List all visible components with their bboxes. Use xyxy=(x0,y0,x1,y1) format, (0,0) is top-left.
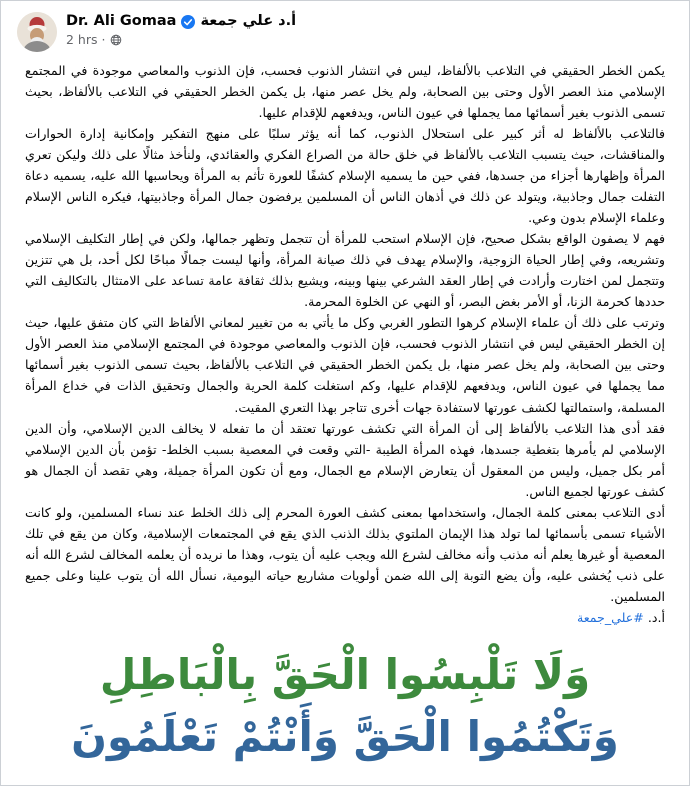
profile-avatar[interactable] xyxy=(17,12,57,52)
signature-prefix: أ.د. xyxy=(643,609,665,625)
calligraphy-line-2: وَتَكْتُمُوا الْحَقَّ وَأَنْتُمْ تَعْلَمُونَ xyxy=(71,712,619,762)
hashtag-link[interactable]: #علي_جمعة xyxy=(576,609,644,625)
post-timestamp[interactable]: 2 hrs xyxy=(66,32,98,47)
profile-photo xyxy=(17,12,57,52)
post-meta-row xyxy=(66,32,296,47)
post-paragraph: أدى التلاعب بمعنى كلمة الجمال، واستخدامها بمعنى كشف العورة المحرم إلى ذلك الخلط عند نساء المسلمين، ولو كانت الأشياء تسمى بأسمائها لما تولد هذا الإيمان الملتوي بذلك الذنب الذي يقع في المجتمعات الإسلامية، وكان من يقع في تلك المعصية أو غيرها يعلم أنه مذنب وأنه مخالف لشرع الله ويجب عليه أن يتوب، وهذا ما نريده أن يعلمه المخالف لشرع الله أنه على ذنب يُخشى عليه، وأن يضع التوبة إلى الله ضمن أولويات مشاريع حياته اليومية، نسأل الله أن يتوب علينا وعلى جميع المسلمين. xyxy=(25,504,665,604)
meta-separator: · xyxy=(101,32,106,47)
header-text xyxy=(66,12,296,47)
badge-circle xyxy=(181,15,195,29)
post-text xyxy=(1,55,689,628)
page-name-row xyxy=(66,13,296,29)
post-paragraph: يكمن الخطر الحقيقي في التلاعب بالألفاظ، ليس في انتشار الذنوب فحسب، فإن الذنوب والمعاصي موجودة في المجتمع الإسلامي منذ العصر الأول وحتى بين الصحابة، ولم يخل عصر منها، بل يكمن الخطر الحقيقي في التلاعب بالألفاظ، بحيث تسمى الذنوب بغير أسمائها مما يجملها في عيون الناس، ويدفعهم للإقدام عليها. xyxy=(25,63,665,121)
calligraphy-line-1: وَلَا تَلْبِسُوا الْحَقَّ بِالْبَاطِلِ xyxy=(99,650,591,700)
post-header xyxy=(1,1,689,55)
public-globe-icon xyxy=(110,34,122,46)
verified-badge-icon xyxy=(181,14,195,28)
page-name-arabic[interactable]: أ.د علي جمعة xyxy=(200,13,297,29)
post-signature xyxy=(25,607,665,628)
post-paragraph: فقد أدى هذا التلاعب بالألفاظ إلى أن المرأة التي تكشف عورتها تعتقد أن ما تفعله لا يخالف الدين الإسلامي، وأن الدين الإسلامي لم يأمرها بتغطية جسدها، فهذه المرأة الطيبة -التي وقعت في المعصية بسبب الخلط- تؤمن بأن الدين الإسلامي أمر بكل جميل، وليس من المعقول أن يتعارض الإسلام مع الجمال، ومع أن تكون المرأة جميلة، وهي تقصد أن الجمال هو كشف عورتها لجميع الناس. xyxy=(25,420,665,499)
post-paragraph: فالتلاعب بالألفاظ له أثر كبير على استحلال الذنوب، كما أنه يؤثر سلبًا على منهج التفكير وإمكانية إدارة الحوارات والمناقشات، حيث يتسبب التلاعب بالألفاظ في خلق حالة من الصراع الفكري والعقائدي، ولنأخذ مثالًا على ذلك وليكن تعري المرأة وإظهارها أجزاء من جسدها، ففي حين ما يسميه الإسلام كشفًا للعورة تأثم به المرأة ويحاسبها الله عليه، يسميه دعاة التفلت جمال وجاذبية، ويتولد عن ذلك في أذهان الناس أن المسلمين يرفضون جمال المرأة وجاذبيتها، فيكره الناس الإسلام وعلماء الإسلام بدون وعي. xyxy=(25,126,665,226)
post-attachment-image[interactable] xyxy=(1,628,689,785)
post-paragraph: وترتب على ذلك أن علماء الإسلام كرهوا التطور الغربي وكل ما يأتي به من تغيير لمعاني الألفاظ التي كان متفق عليها، حيث إن الخطر الحقيقي ليس في انتشار الذنوب فحسب، فإن الذنوب والمعاصي موجودة في المجتمع الإسلامي منذ العصر الأول وحتى بين الصحابة، ولم يخل عصر منها، بل يكمن الخطر الحقيقي في التلاعب بالألفاظ، بحيث تسمى الذنوب بغير أسمائها مما يجملها في عيون الناس، ويدفعهم للإقدام عليها، وكم استغلت كلمة الحرية والجمال وتحقيق الذات في خداع المرأة المسلمة، واستمالتها لكشف عورتها لاستفادة جهات أخرى تتاجر بهذا التعري المقيت. xyxy=(25,315,665,415)
post-paragraph: فهم لا يصفون الواقع بشكل صحيح، فإن الإسلام استحب للمرأة أن تتجمل وتظهر جمالها، ولكن في إطار التكليف الإسلامي وتشريعه، وفي إطار الحياة الزوجية، والإسلام يهدف في ذلك صيانة المرأة، وأنها ليست جمالًا مباحًا لكل أحد، بل هي تتزين وتتجمل لمن اختارت وأرادت في إطار العقد الشرعي بينها وبينه، ويشيع بذلك ثقافة عامة تساعد على الامتثال بالتكاليف التي حددها كحرمة الزنا، أو الأمر بغض البصر، أو النهي عن الخلوة المحرمة. xyxy=(25,231,665,310)
page-name-latin[interactable]: Dr. Ali Gomaa xyxy=(66,13,177,29)
